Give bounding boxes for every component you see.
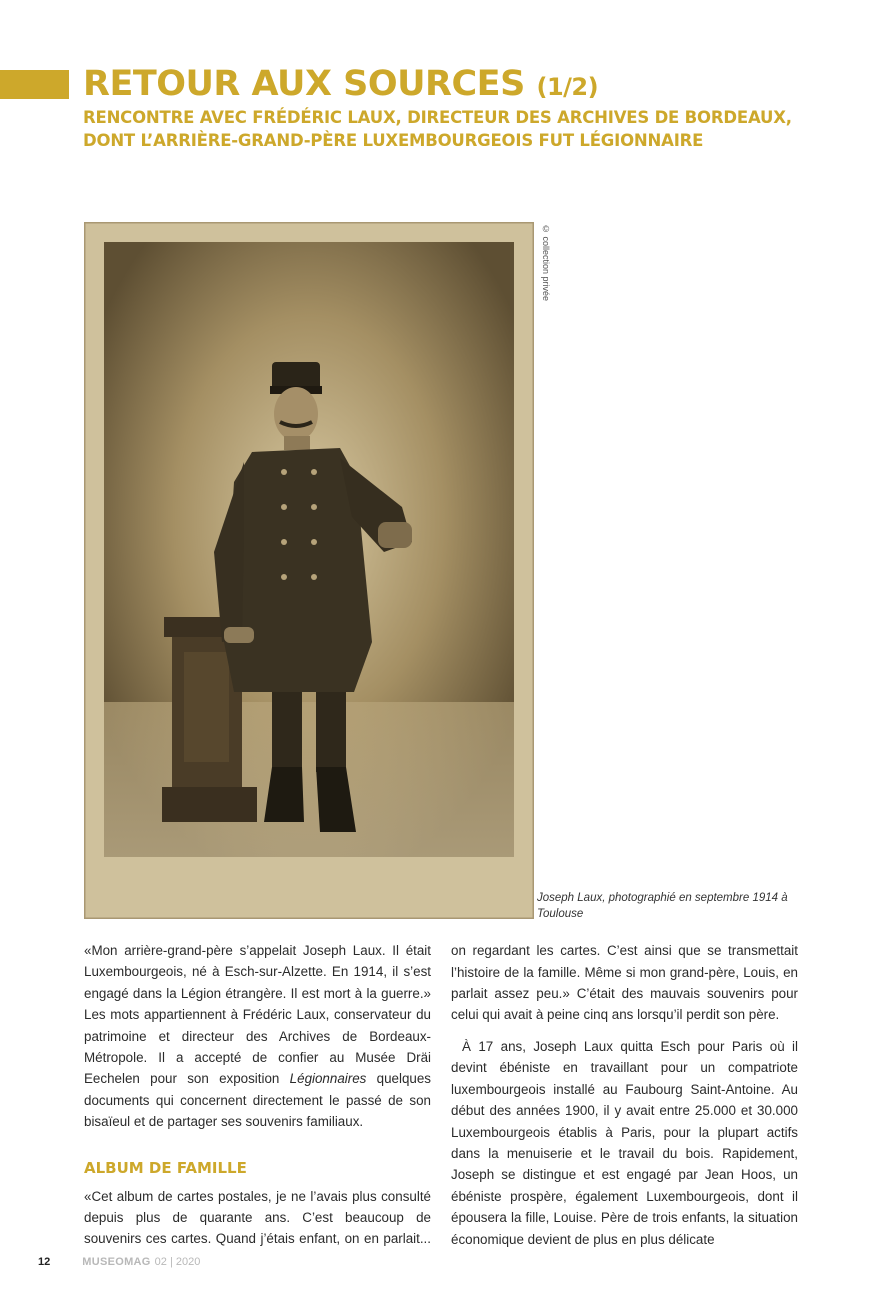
article-column-left bbox=[84, 940, 431, 1250]
photo-floor bbox=[104, 702, 514, 857]
album-paragraph-cont bbox=[451, 940, 798, 1036]
album-text-overflow bbox=[451, 940, 798, 1026]
magazine-name: MUSEOMAG bbox=[82, 1256, 151, 1268]
photo-credit: © collection privée bbox=[541, 224, 551, 302]
intro-text-a: «Mon arrière-grand-père s’appelait Joseph Laux. Il était Luxembourgeois, né à Esch-sur-Alzette. En 1914, il s’est engagé dans la Légion étrangère. Il est mort à la guerre.» Les mots appartiennent à Frédéric Laux, conservateur du patrimoine et directeur des Archives de Bordeaux-Métropole. Il a accepté de confier au Musée Dräi Eechelen pour son exposition bbox=[84, 943, 431, 1087]
intro-text-b: quelques documents qui concernent directement le passé de son bisaïeul et de partager ses souvenirs familiaux. bbox=[84, 1071, 431, 1130]
title-accent-bar bbox=[0, 70, 69, 99]
soldier-portrait-image bbox=[84, 222, 534, 919]
page-title bbox=[83, 64, 598, 107]
section-heading: ALBUM DE FAMILLE bbox=[84, 1158, 247, 1177]
article-column-right bbox=[451, 940, 798, 1250]
album-paragraph-start bbox=[84, 1186, 431, 1250]
title-text: RETOUR AUX SOURCES bbox=[83, 64, 525, 104]
page-subtitle: RENCONTRE AVEC FRÉDÉRIC LAUX, DIRECTEUR DES ARCHIVES DE BORDEAUX, DONT L’ARRIÈRE-GRAND-PÈRE LUXEMBOURGEOIS FUT LÉGIONNAIRE bbox=[83, 108, 792, 150]
joseph-paragraph: À 17 ans, Joseph Laux quitta Esch pour Paris où il devint ébéniste en travaillant pour un compatriote luxembourgeois installé au Faubourg Saint-Antoine. Au début des années 1900, il y avait entre 25.000 et 30.000 Luxembourgeois établis à Paris, pour la plupart actifs dans la menuiserie et le travail du bois. Rapidement, Joseph se distingue et est engagé par Jean Hoos, un ébéniste prospère, également Luxembourgeois, dont il épousera la fille, Louise. Père de trois enfants, la situation économique devient de plus en plus délicate bbox=[451, 1039, 798, 1247]
exhibition-title: Légionnaires bbox=[289, 1071, 367, 1087]
title-part: (1/2) bbox=[536, 73, 599, 101]
album-text-a-cont: on regardant les cartes. C’est ainsi que se transmettait l’histoire de la famille. Même si mon grand-père, Louis, en parlait assez peu.» C’était des mauvais souvenirs pour celui qui avait à peine cinq ans lorsqu’il perdit son père. bbox=[451, 943, 798, 1023]
page-number: 12 bbox=[38, 1256, 51, 1268]
historic-photo bbox=[84, 222, 534, 919]
photo-caption: Joseph Laux, photographié en septembre 1914 à Toulouse bbox=[537, 892, 788, 920]
issue-number: 02 | 2020 bbox=[154, 1256, 201, 1268]
page-footer bbox=[38, 1256, 200, 1268]
album-text-a: «Cet album de cartes postales, je ne l’avais plus consulté depuis plus de quarante ans. C’est beaucoup de souvenirs ces cartes. Quand j’étais enfant, on en parlait... bbox=[84, 1188, 431, 1247]
intro-paragraph bbox=[84, 940, 431, 1133]
